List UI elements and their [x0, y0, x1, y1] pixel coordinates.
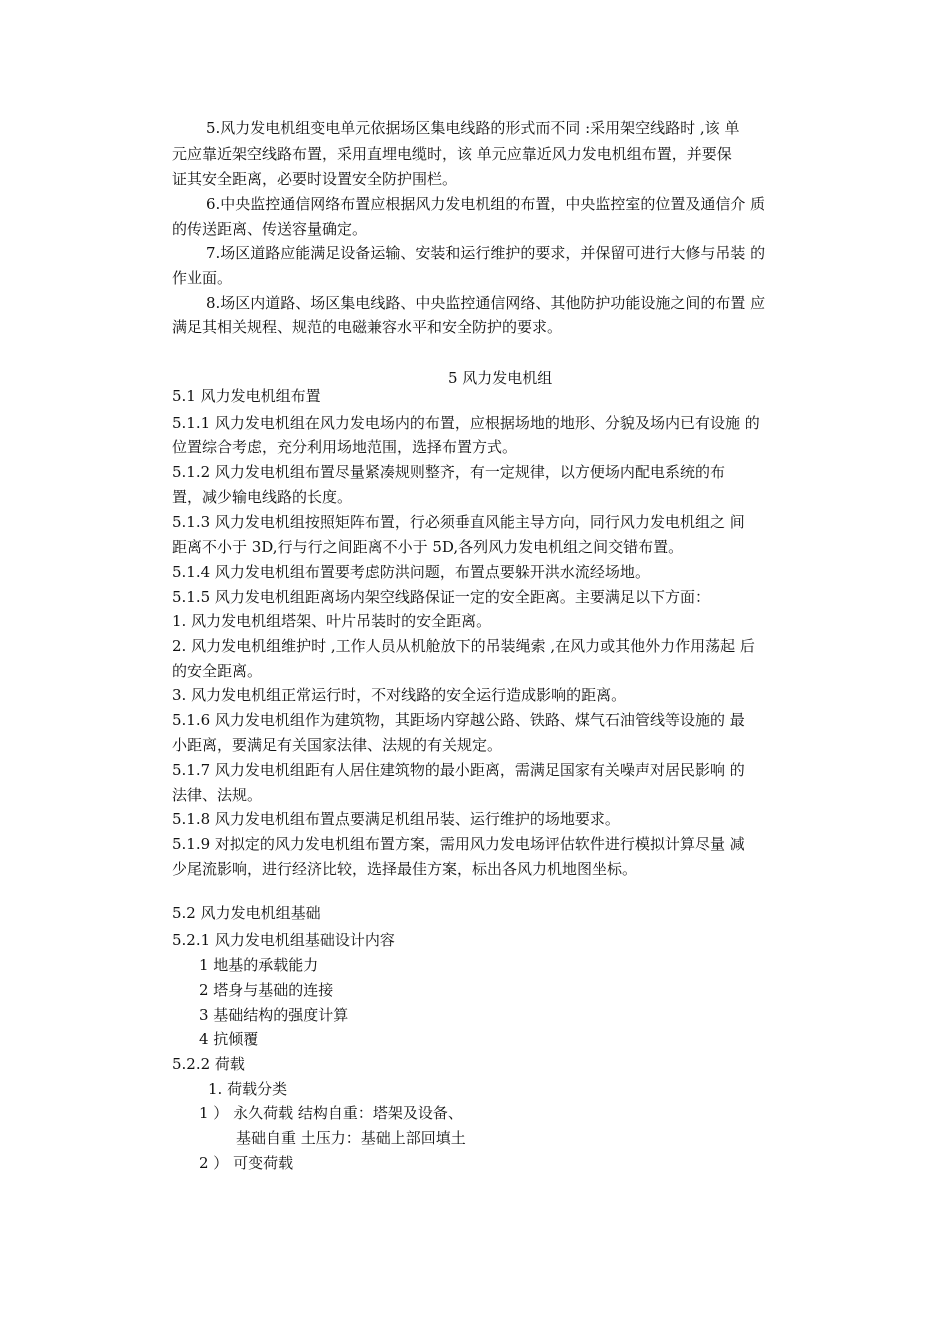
design-item: 4 抗倾覆	[199, 1030, 259, 1048]
design-item: 1 地基的承载能力	[199, 956, 319, 974]
section-5-1-line: 5.1.3 风力发电机组按照矩阵布置，行必须垂直风能主导方向，同行风力发电机组之 间	[172, 513, 745, 531]
section-5-1-line: 少尾流影响，进行经济比较，选择最佳方案，标出各风力机地图坐标。	[172, 860, 638, 878]
paragraph-8-line-2: 满足其相关规程、规范的电磁兼容水平和安全防护的要求。	[172, 318, 563, 336]
load-classification-title: 1. 荷载分类	[208, 1080, 288, 1098]
section-5-1-line: 2. 风力发电机组维护时 ,工作人员从机舱放下的吊装绳索 ,在风力或其他外力作用荡起 后	[172, 637, 755, 655]
section-5-1-line: 法律、法规。	[172, 786, 263, 804]
section-5-2-heading: 5.2 风力发电机组基础	[172, 904, 321, 922]
section-5-1-line: 小距离，要满足有关国家法律、法规的有关规定。	[172, 736, 503, 754]
paragraph-5-line-1: 5.风力发电机组变电单元依据场区集电线路的形式而不同 :采用架空线路时 ,该 单	[206, 119, 740, 137]
section-5-1-line: 置，减少输电线路的长度。	[172, 488, 353, 506]
section-5-1-line: 距离不小于 3D,行与行之间距离不小于 5D,各列风力发电机组之间交错布置。	[172, 538, 684, 556]
paragraph-5-line-3: 证其安全距离，必要时设置安全防护围栏。	[172, 170, 458, 188]
section-5-1-line: 5.1.2 风力发电机组布置尽量紧凑规则整齐，有一定规律，以方便场内配电系统的布	[172, 463, 725, 481]
section-5-1-line: 位置综合考虑，充分利用场地范围，选择布置方式。	[172, 438, 518, 456]
permanent-load-line-1: 1 ） 永久荷载 结构自重：塔架及设备、	[199, 1104, 463, 1122]
section-5-1-line: 5.1.6 风力发电机组作为建筑物，其距场内穿越公路、铁路、煤气石油管线等设施的 最	[172, 711, 745, 729]
section-5-2-1-heading: 5.2.1 风力发电机组基础设计内容	[172, 931, 395, 949]
paragraph-7-line-2: 作业面。	[172, 269, 233, 287]
section-5-1-line: 3. 风力发电机组正常运行时，不对线路的安全运行造成影响的距离。	[172, 686, 627, 704]
paragraph-6-line-2: 的传送距离、传送容量确定。	[172, 220, 368, 238]
design-item: 2 塔身与基础的连接	[199, 981, 334, 999]
paragraph-6-line-1: 6.中央监控通信网络布置应根据风力发电机组的布置，中央监控室的位置及通信介 质	[206, 195, 766, 213]
section-5-2-2-heading: 5.2.2 荷载	[172, 1055, 245, 1073]
chapter-5-title: 5 风力发电机组	[448, 369, 553, 387]
paragraph-7-line-1: 7.场区道路应能满足设备运输、安装和运行维护的要求，并保留可进行大修与吊装 的	[206, 244, 766, 262]
permanent-load-line-2: 基础自重 土压力：基础上部回填土	[236, 1129, 466, 1147]
paragraph-5-line-2: 元应靠近架空线路布置，采用直埋电缆时，该 单元应靠近风力发电机组布置，并要保	[172, 145, 732, 163]
section-5-1-line: 5.1.7 风力发电机组距有人居住建筑物的最小距离，需满足国家有关噪声对居民影响 的	[172, 761, 745, 779]
section-5-1-line: 5.1.9 对拟定的风力发电机组布置方案，需用风力发电场评估软件进行模拟计算尽量 减	[172, 835, 745, 853]
section-5-1-line: 5.1.8 风力发电机组布置点要满足机组吊装、运行维护的场地要求。	[172, 810, 620, 828]
section-5-1-line: 5.1.5 风力发电机组距离场内架空线路保证一定的安全距离。主要满足以下方面：	[172, 588, 710, 606]
section-5-1-line: 5.1.1 风力发电机组在风力发电场内的布置，应根据场地的地形、分貌及场内已有设施 的	[172, 414, 760, 432]
paragraph-8-line-1: 8.场区内道路、场区集电线路、中央监控通信网络、其他防护功能设施之间的布置 应	[206, 294, 766, 312]
design-item: 3 基础结构的强度计算	[199, 1006, 349, 1024]
section-5-1-line: 1. 风力发电机组塔架、叶片吊装时的安全距离。	[172, 612, 492, 630]
section-5-1-heading: 5.1 风力发电机组布置	[172, 387, 321, 405]
section-5-1-line: 的安全距离。	[172, 662, 263, 680]
variable-load-line: 2 ） 可变荷载	[199, 1154, 294, 1172]
section-5-1-line: 5.1.4 风力发电机组布置要考虑防洪问题，布置点要躲开洪水流经场地。	[172, 563, 650, 581]
